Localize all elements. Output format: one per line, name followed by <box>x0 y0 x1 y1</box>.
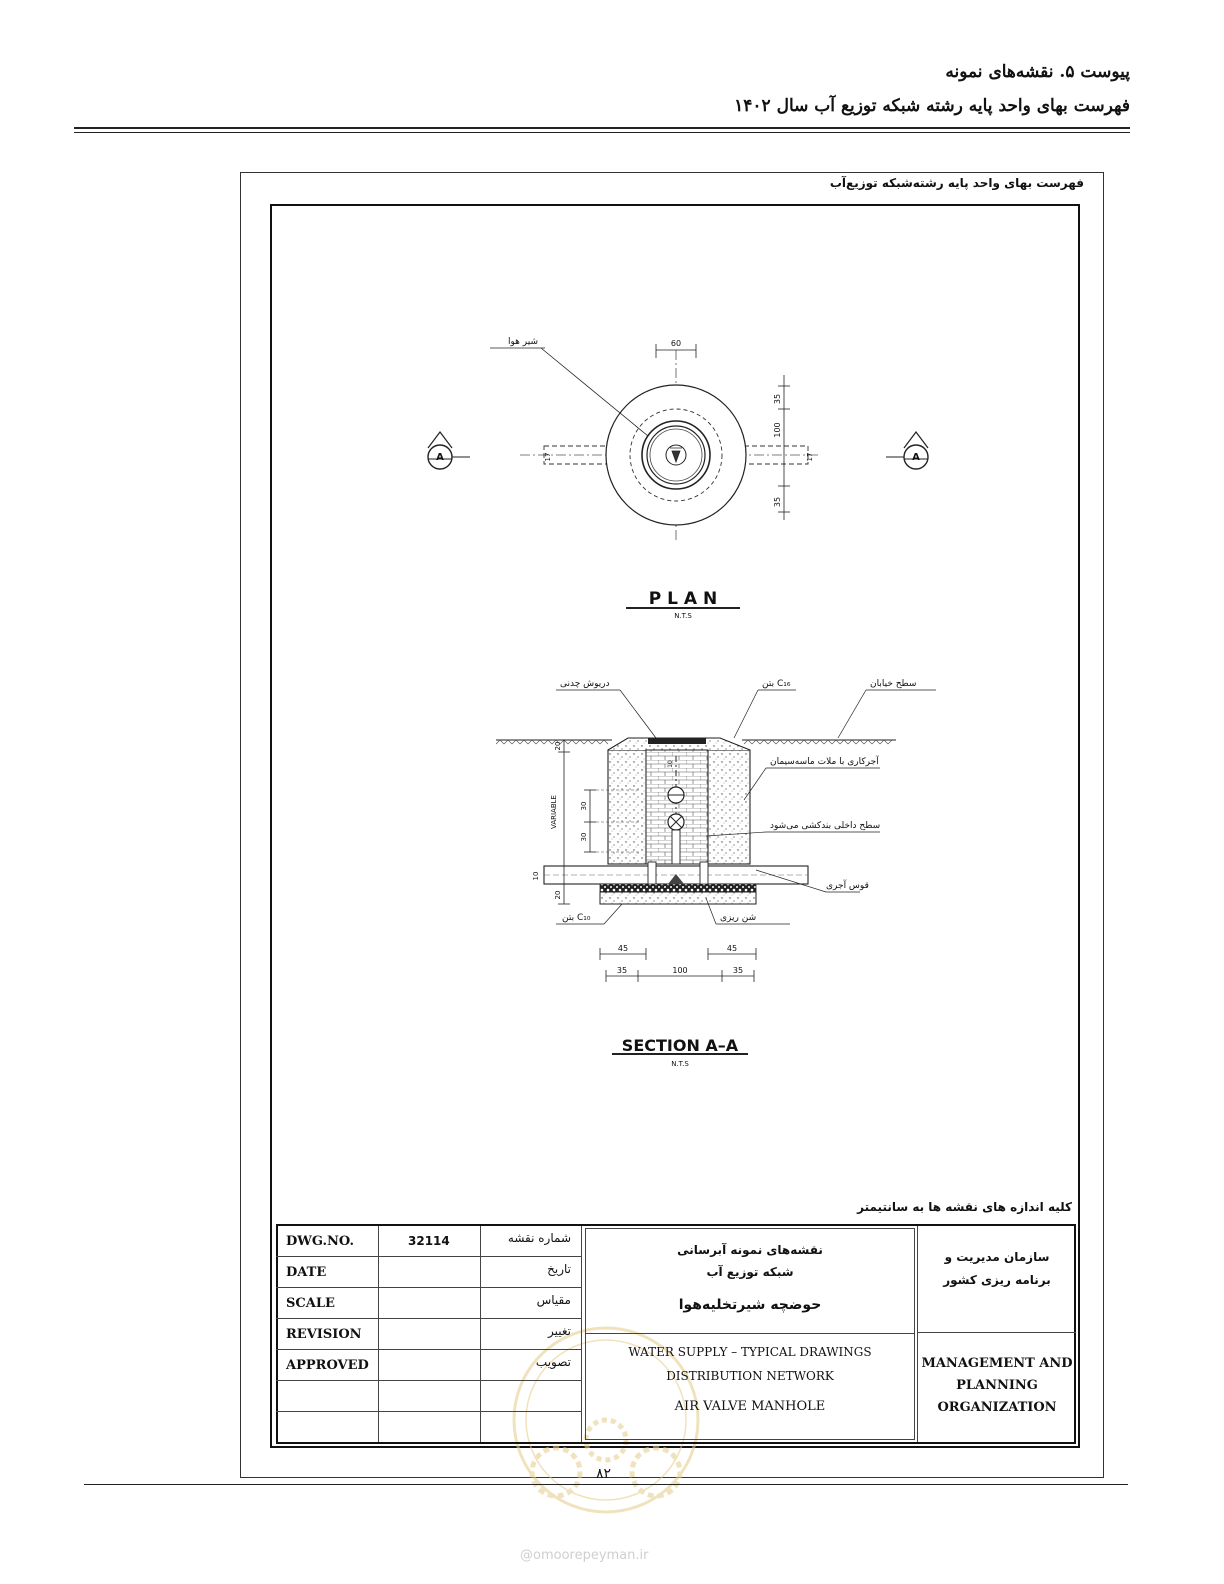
sheet-caption: فهرست بهای واحد پایه رشته‌شبکه توزیع‌آب <box>829 176 1084 190</box>
drawing-title-separator <box>586 1333 914 1334</box>
plaster-callout: سطح داخلی بندکشی می‌شود <box>770 821 881 831</box>
title-row-blank <box>276 1381 581 1412</box>
gravel-callout: شن ریزی <box>720 913 757 923</box>
drawing-title-box <box>585 1228 915 1440</box>
dim-plan-right-mid: 100 <box>773 422 782 438</box>
title-block-divider <box>581 1226 582 1442</box>
arch-callout: قوس آجری <box>826 881 869 891</box>
concrete-base-callout: بتن C₁₀ <box>562 913 591 923</box>
approved-label-fa: تصویب <box>535 1355 571 1369</box>
section-title: SECTION A–A <box>621 1036 739 1055</box>
dim-section-30a: 30 <box>580 801 588 811</box>
section-marker-left <box>428 432 470 469</box>
organization-en-3: ORGANIZATION <box>937 1400 1057 1415</box>
organization-en-2: PLANNING <box>956 1378 1038 1393</box>
dim-plan-pipe-right: 17 <box>806 452 814 462</box>
drawing-title-fa-2: شبکه توزیع آب <box>706 1265 794 1279</box>
scale-label: SCALE <box>286 1296 335 1311</box>
section-marker-right-label: A <box>912 452 920 463</box>
date-label-fa: تاریخ <box>547 1262 571 1276</box>
dim-section-20-bottom: 20 <box>554 890 562 900</box>
air-valve-callout: شیر هوا <box>508 337 538 347</box>
dim-section-20-top: 20 <box>554 741 562 751</box>
drawing-title-fa-1: نقشه‌های نمونه آبرسانی <box>677 1243 823 1257</box>
title-row-date <box>276 1257 581 1288</box>
organization-fa-2: برنامه ریزی کشور <box>943 1273 1051 1287</box>
brickwork-callout: آجرکاری با ملات ماسه‌سیمان <box>770 757 879 767</box>
footer-rule <box>84 1484 1128 1485</box>
title-row-approved <box>276 1350 581 1381</box>
dim-plan-right-bottom: 35 <box>773 496 782 508</box>
dim-bottom-45-right: 45 <box>726 944 738 953</box>
street-level-callout: سطح خیابان <box>870 679 917 689</box>
plan-title: P L A N <box>648 589 718 609</box>
plan-scale: N.T.S <box>674 612 692 620</box>
dim-bottom-45-left: 45 <box>617 944 629 953</box>
organization-en-1: MANAGEMENT AND <box>921 1356 1073 1371</box>
dwg-no-value: 32114 <box>408 1234 450 1248</box>
revision-label: REVISION <box>286 1327 362 1342</box>
date-label: DATE <box>286 1265 327 1280</box>
dim-bottom-35-left: 35 <box>616 966 628 975</box>
dim-plan-right-top: 35 <box>773 393 782 405</box>
title-row-scale <box>276 1288 581 1319</box>
watermark-text: @omoorepeyman.ir <box>520 1548 649 1563</box>
approved-label: APPROVED <box>286 1358 369 1373</box>
section-scale: N.T.S <box>671 1060 689 1068</box>
scale-label-fa: مقیاس <box>536 1293 571 1307</box>
dwg-no-label-fa: شماره نقشه <box>507 1231 571 1245</box>
title-row-revision <box>276 1319 581 1350</box>
drawing-title-fa-3: حوضچه شیرتخلیه‌هوا <box>678 1297 822 1313</box>
title-row-dwg <box>276 1226 581 1257</box>
cover-callout: دریوش چدنی <box>560 679 610 689</box>
units-note: کلیه اندازه ها‌ی نقشه ها به سانتیمتر <box>857 1200 1072 1214</box>
concrete-top-callout: بتن C₁₆ <box>762 679 791 689</box>
page-number: ۸۲ <box>596 1466 612 1482</box>
organization-fa-1: سازمان مدیریت و <box>944 1250 1050 1264</box>
dim-section-30b: 30 <box>580 832 588 842</box>
title-row-blank <box>276 1412 581 1442</box>
dim-plan-pipe-left: 17 <box>544 452 552 462</box>
drawing-title-en-3: AIR VALVE MANHOLE <box>674 1399 826 1414</box>
dim-plan-top: 60 <box>670 339 682 348</box>
document-title: فهرست بهای واحد پایه رشته شبکه توزیع آب سال ۱۴۰۲ <box>734 96 1130 116</box>
section-marker-left-label: A <box>436 452 444 463</box>
appendix-title: پیوست ۵. نقشه‌های نمونه <box>945 62 1130 82</box>
dim-variable: VARIABLE <box>550 795 558 829</box>
plan-view <box>428 344 928 608</box>
dwg-no-label: DWG.NO. <box>286 1234 355 1249</box>
dim-bottom-35-right: 35 <box>732 966 744 975</box>
dim-section-10: 10 <box>532 871 540 881</box>
drawing-title-en-2: DISTRIBUTION NETWORK <box>666 1369 834 1383</box>
section-view <box>496 690 936 1054</box>
section-marker-right <box>886 432 928 469</box>
drawing-title-en-1: WATER SUPPLY – TYPICAL DRAWINGS <box>628 1345 872 1359</box>
dim-section-valve: 10 <box>667 760 674 768</box>
organization-separator <box>918 1332 1076 1333</box>
revision-label-fa: تغییر <box>548 1324 571 1338</box>
dim-bottom-100: 100 <box>672 966 688 975</box>
